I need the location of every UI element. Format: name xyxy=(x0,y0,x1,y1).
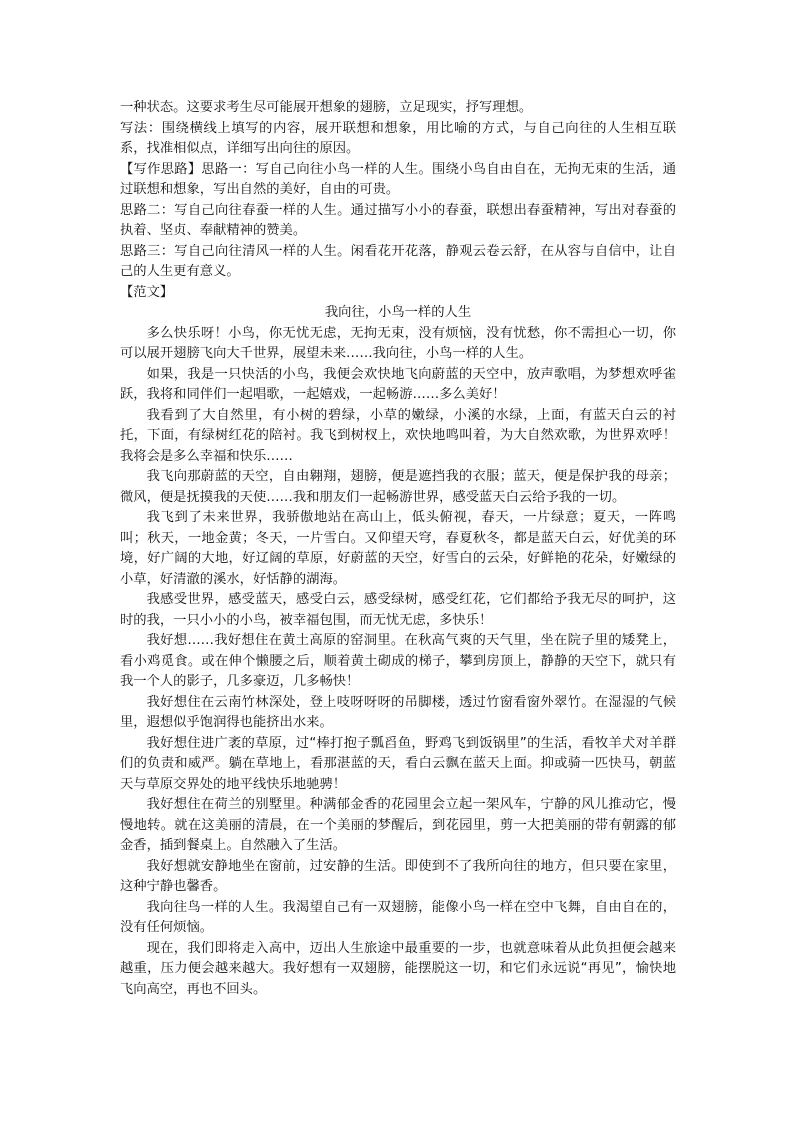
essay-title: 我向往，小鸟一样的人生 xyxy=(324,305,472,320)
essay-paragraph: 我好想住在荷兰的别墅里。种满郁金香的花园里会立起一架风车，宁静的风儿推动它，慢慢地转。就在这美丽的清晨，在一个美丽的梦醒后，到花园里，剪一大把美丽的带有朝露的郁金香，插到餐桌上。自然融入了生活。 xyxy=(120,797,676,853)
idea-1-text: 思路一：写自己向往小鸟一样的人生。围绕小鸟自由自在，无拘无束的生活，通过联想和想象，写出自然的美好，自由的可贵。 xyxy=(120,161,676,197)
writing-ideas-label: 【写作思路】 xyxy=(120,161,202,177)
writing-idea-3: 思路三：写自己向往清风一样的人生。闲看花开花落，静观云卷云舒，在从容与自信中，让自己的人生更有意义。 xyxy=(120,243,676,279)
writing-idea-1 xyxy=(120,160,676,201)
essay-paragraph: 我好想……我好想住在黄土高原的窑洞里。在秋高气爽的天气里，坐在院子里的矮凳上，看小鸡觅食。或在伸个懒腰之后，顺着黄土砌成的梯子，攀到房顶上，静静的天空下，就只有我一个人的影子，几多豪迈，几多畅快！ xyxy=(120,633,676,689)
essay-paragraph: 我好想住在云南竹林深处，登上吱呀呀呀的吊脚楼，透过竹窗看窗外翠竹。在湿湿的气候里，遐想似乎饱润得也能挤出水来。 xyxy=(120,694,676,730)
essay-paragraph: 我好想就安静地坐在窗前，过安静的生活。即使到不了我所向往的地方，但只要在家里，这种宁静也馨香。 xyxy=(120,858,676,894)
essay-paragraph: 我看到了大自然里，有小树的碧绿，小草的嫩绿，小溪的水绿，上面，有蓝天白云的衬托，下面，有绿树红花的陪衬。我飞到树杈上，欢快地鸣叫着，为大自然欢歌，为世界欢呼！我将会是多么幸福和快乐…… xyxy=(120,407,676,464)
model-essay-label: 【范文】 xyxy=(120,284,174,300)
essay-paragraph: 多么快乐呀！小鸟，你无忧无虑，无拘无束，没有烦恼，没有忧愁，你不需担心一切，你可以展开翅膀飞向大千世界，展望未来……我向往，小鸟一样的人生。 xyxy=(120,325,676,361)
essay-paragraph: 我飞向那蔚蓝的天空，自由翱翔，翅膀，便是遮挡我的衣服；蓝天，便是保护我的母亲；微风，便是抚摸我的天使……我和朋友们一起畅游世界，感受蓝天白云给予我的一切。 xyxy=(120,469,676,505)
intro-line: 一种状态。这要求考生尽可能展开想象的翅膀，立足现实，抒写理想。 xyxy=(120,100,533,115)
writing-method: 写法：围绕横线上填写的内容，展开联想和想象，用比喻的方式，与自己向往的人生相互联系，找准相似点，详细写出向往的原因。 xyxy=(120,120,676,156)
essay-paragraph: 如果，我是一只快活的小鸟，我便会欢快地飞向蔚蓝的天空中，放声歌唱，为梦想欢呼雀跃，我将和同伴们一起唱歌，一起嬉戏，一起畅游……多么美好！ xyxy=(120,366,676,402)
essay-paragraph: 我向往鸟一样的人生。我渴望自己有一双翅膀，能像小鸟一样在空中飞舞，自由自在的，没有任何烦恼。 xyxy=(120,899,676,935)
document-page xyxy=(120,98,676,1000)
essay-paragraph: 现在，我们即将走入高中，迈出人生旅途中最重要的一步，也就意味着从此负担便会越来越重，压力便会越来越大。我好想有一双翅膀，能摆脱这一切，和它们永远说“再见”，愉快地飞向高空，再也不回头。 xyxy=(120,940,676,997)
essay-paragraph: 我好想住进广袤的草原，过“棒打抱子瓢舀鱼，野鸡飞到饭锅里”的生活，看牧羊犬对羊群们的负责和威严。躺在草地上，看那湛蓝的天，看白云飘在蓝天上面。抑或骑一匹快马，朝蓝天与草原交界处的地平线快乐地驰骋！ xyxy=(120,735,676,792)
essay-paragraph: 我感受世界，感受蓝天，感受白云，感受绿树，感受红花，它们都给予我无尽的呵护，这时的我，一只小小的小鸟，被幸福包围，而无忧无虑，多快乐！ xyxy=(120,592,676,628)
essay-paragraph: 我飞到了未来世界，我骄傲地站在高山上，低头俯视，春天，一片绿意；夏天，一阵鸣叫；秋天，一地金黄；冬天，一片雪白。又仰望天穹，春夏秋冬，都是蓝天白云，好优美的环境，好广阔的大地，好辽阔的草原，好蔚蓝的天空，好雪白的云朵，好鲜艳的花朵，好嫩绿的小草，好清澈的溪水，好恬静的湖海。 xyxy=(120,510,676,587)
writing-idea-2: 思路二：写自己向往春蚕一样的人生。通过描写小小的春蚕，联想出春蚕精神，写出对春蚕的执着、坚贞、奉献精神的赞美。 xyxy=(120,202,676,238)
